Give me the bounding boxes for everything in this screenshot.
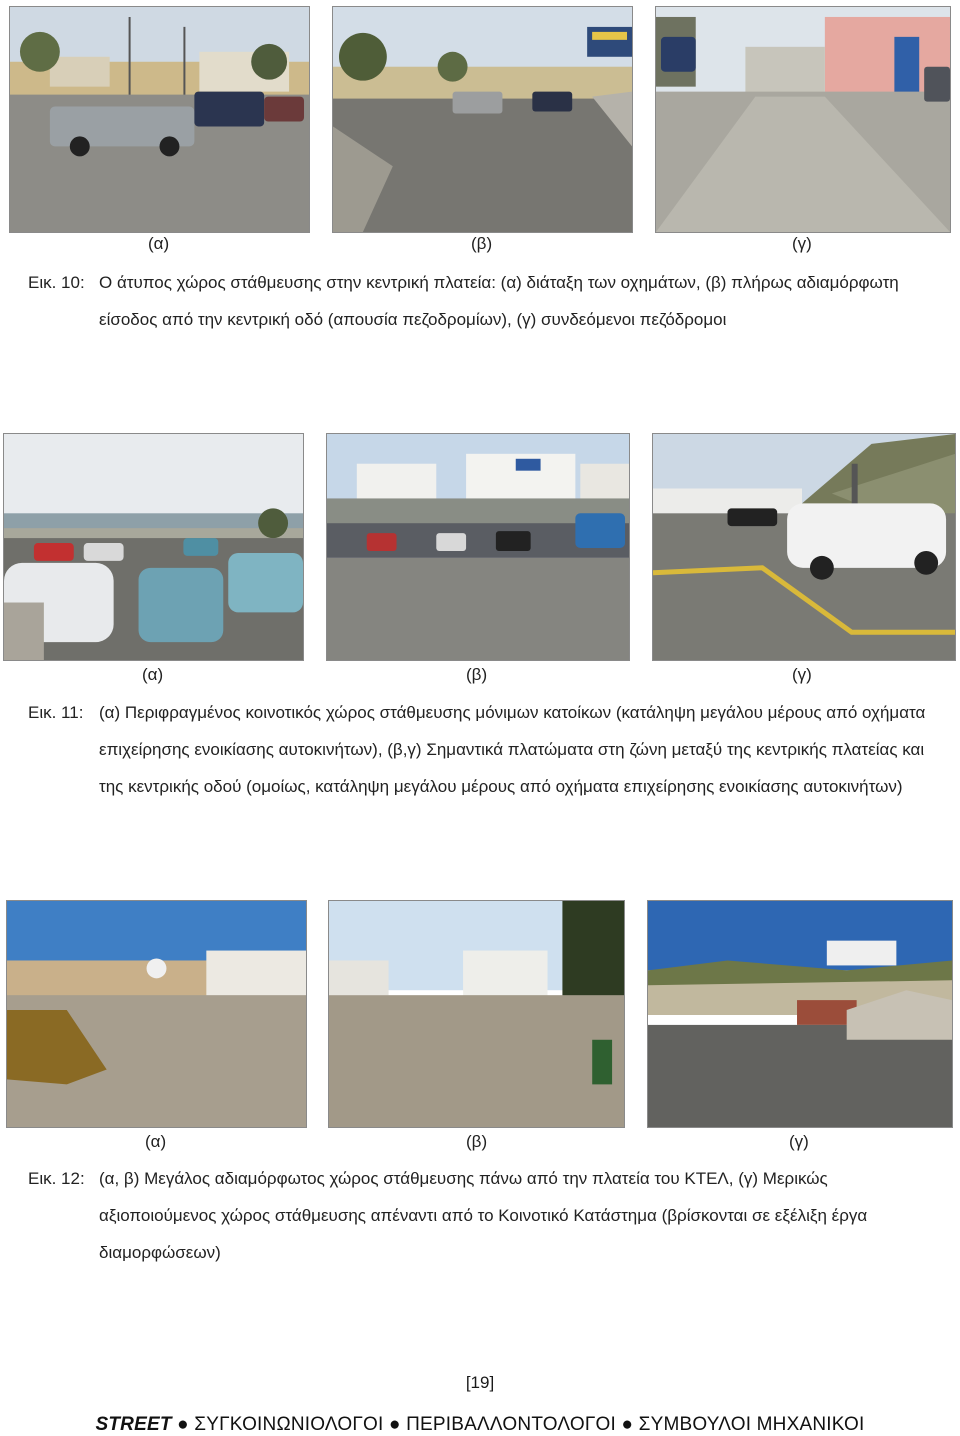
photo-fig10-b xyxy=(332,6,633,233)
fig12-number: Εικ. 12: xyxy=(28,1169,85,1188)
photo-fig12-a xyxy=(6,900,307,1128)
page-number: [19] xyxy=(465,1373,495,1392)
footer xyxy=(0,1414,960,1436)
photo-fig12-b xyxy=(328,900,625,1128)
footer-item-3: ΣΥΜΒΟΥΛΟΙ ΜΗΧΑΝΙΚΟΙ xyxy=(638,1414,865,1435)
photo-fig11-a xyxy=(3,433,304,661)
footer-bullet: ● xyxy=(388,1414,401,1435)
footer-brand: STREET xyxy=(95,1414,172,1435)
fig12-caption-text: (α, β) Μεγάλος αδιαμόρφωτος χώρος στάθμευσης πάνω από την πλατεία του ΚΤΕΛ, (γ) Μερικώς αξιοποιούμενος χώρος στάθμευσης απέναντι από το Κοινοτικό Κατάστημα (βρίσκονται σε εξέλιξη έργα διαμορφώσεων) xyxy=(99,1169,868,1262)
fig10-caption xyxy=(28,264,928,338)
footer-item-2: ΠΕΡΙΒΑΛΛΟΝΤΟΛΟΓΟΙ xyxy=(406,1414,617,1435)
fig10-number: Εικ. 10: xyxy=(28,273,85,292)
fig11-caption-text: (α) Περιφραγμένος κοινοτικός χώρος στάθμευσης μόνιμων κατοίκων (κατάληψη μεγάλου μέρους από οχήματα επιχείρησης ενοικίασης αυτοκινήτων), (β,γ) Σημαντικά πλατώματα στη ζώνη μεταξύ της κεντρικής πλατείας και της κεντρικής οδού (ομοίως, κατάληψη μεγάλου μέρους από οχήματα επιχείρησης ενοικίασης αυτοκινήτων) xyxy=(99,703,926,796)
fig10-caption-text: Ο άτυπος χώρος στάθμευσης στην κεντρική πλατεία: (α) διάταξη των οχημάτων, (β) πλήρως αδιαμόρφωτη είσοδος από την κεντρική οδό (απουσία πεζοδρομίων), (γ) συνδεόμενοι πεζόδρομοι xyxy=(99,273,899,329)
fig12-caption xyxy=(28,1160,928,1271)
photo-fig10-c xyxy=(655,6,951,233)
photo-fig11-c xyxy=(652,433,956,661)
fig10-label-a: (α) xyxy=(148,234,170,253)
fig10-label-c: (γ) xyxy=(792,234,812,253)
fig12-label-b: (β) xyxy=(466,1132,488,1151)
footer-bullet: ● xyxy=(621,1414,634,1435)
fig11-label-c: (γ) xyxy=(792,665,812,684)
fig11-number: Εικ. 11: xyxy=(28,703,84,722)
footer-bullet: ● xyxy=(177,1414,189,1435)
fig12-label-a: (α) xyxy=(145,1132,167,1151)
fig11-label-a: (α) xyxy=(142,665,164,684)
fig10-label-b: (β) xyxy=(471,234,493,253)
fig11-label-b: (β) xyxy=(466,665,488,684)
photo-fig11-b xyxy=(326,433,630,661)
photo-fig12-c xyxy=(647,900,953,1128)
photo-fig10-a xyxy=(9,6,310,233)
fig11-caption xyxy=(28,694,928,805)
fig12-label-c: (γ) xyxy=(789,1132,809,1151)
footer-item-1: ΣΥΓΚΟΙΝΩΝΙΟΛΟΓΟΙ xyxy=(194,1414,384,1435)
